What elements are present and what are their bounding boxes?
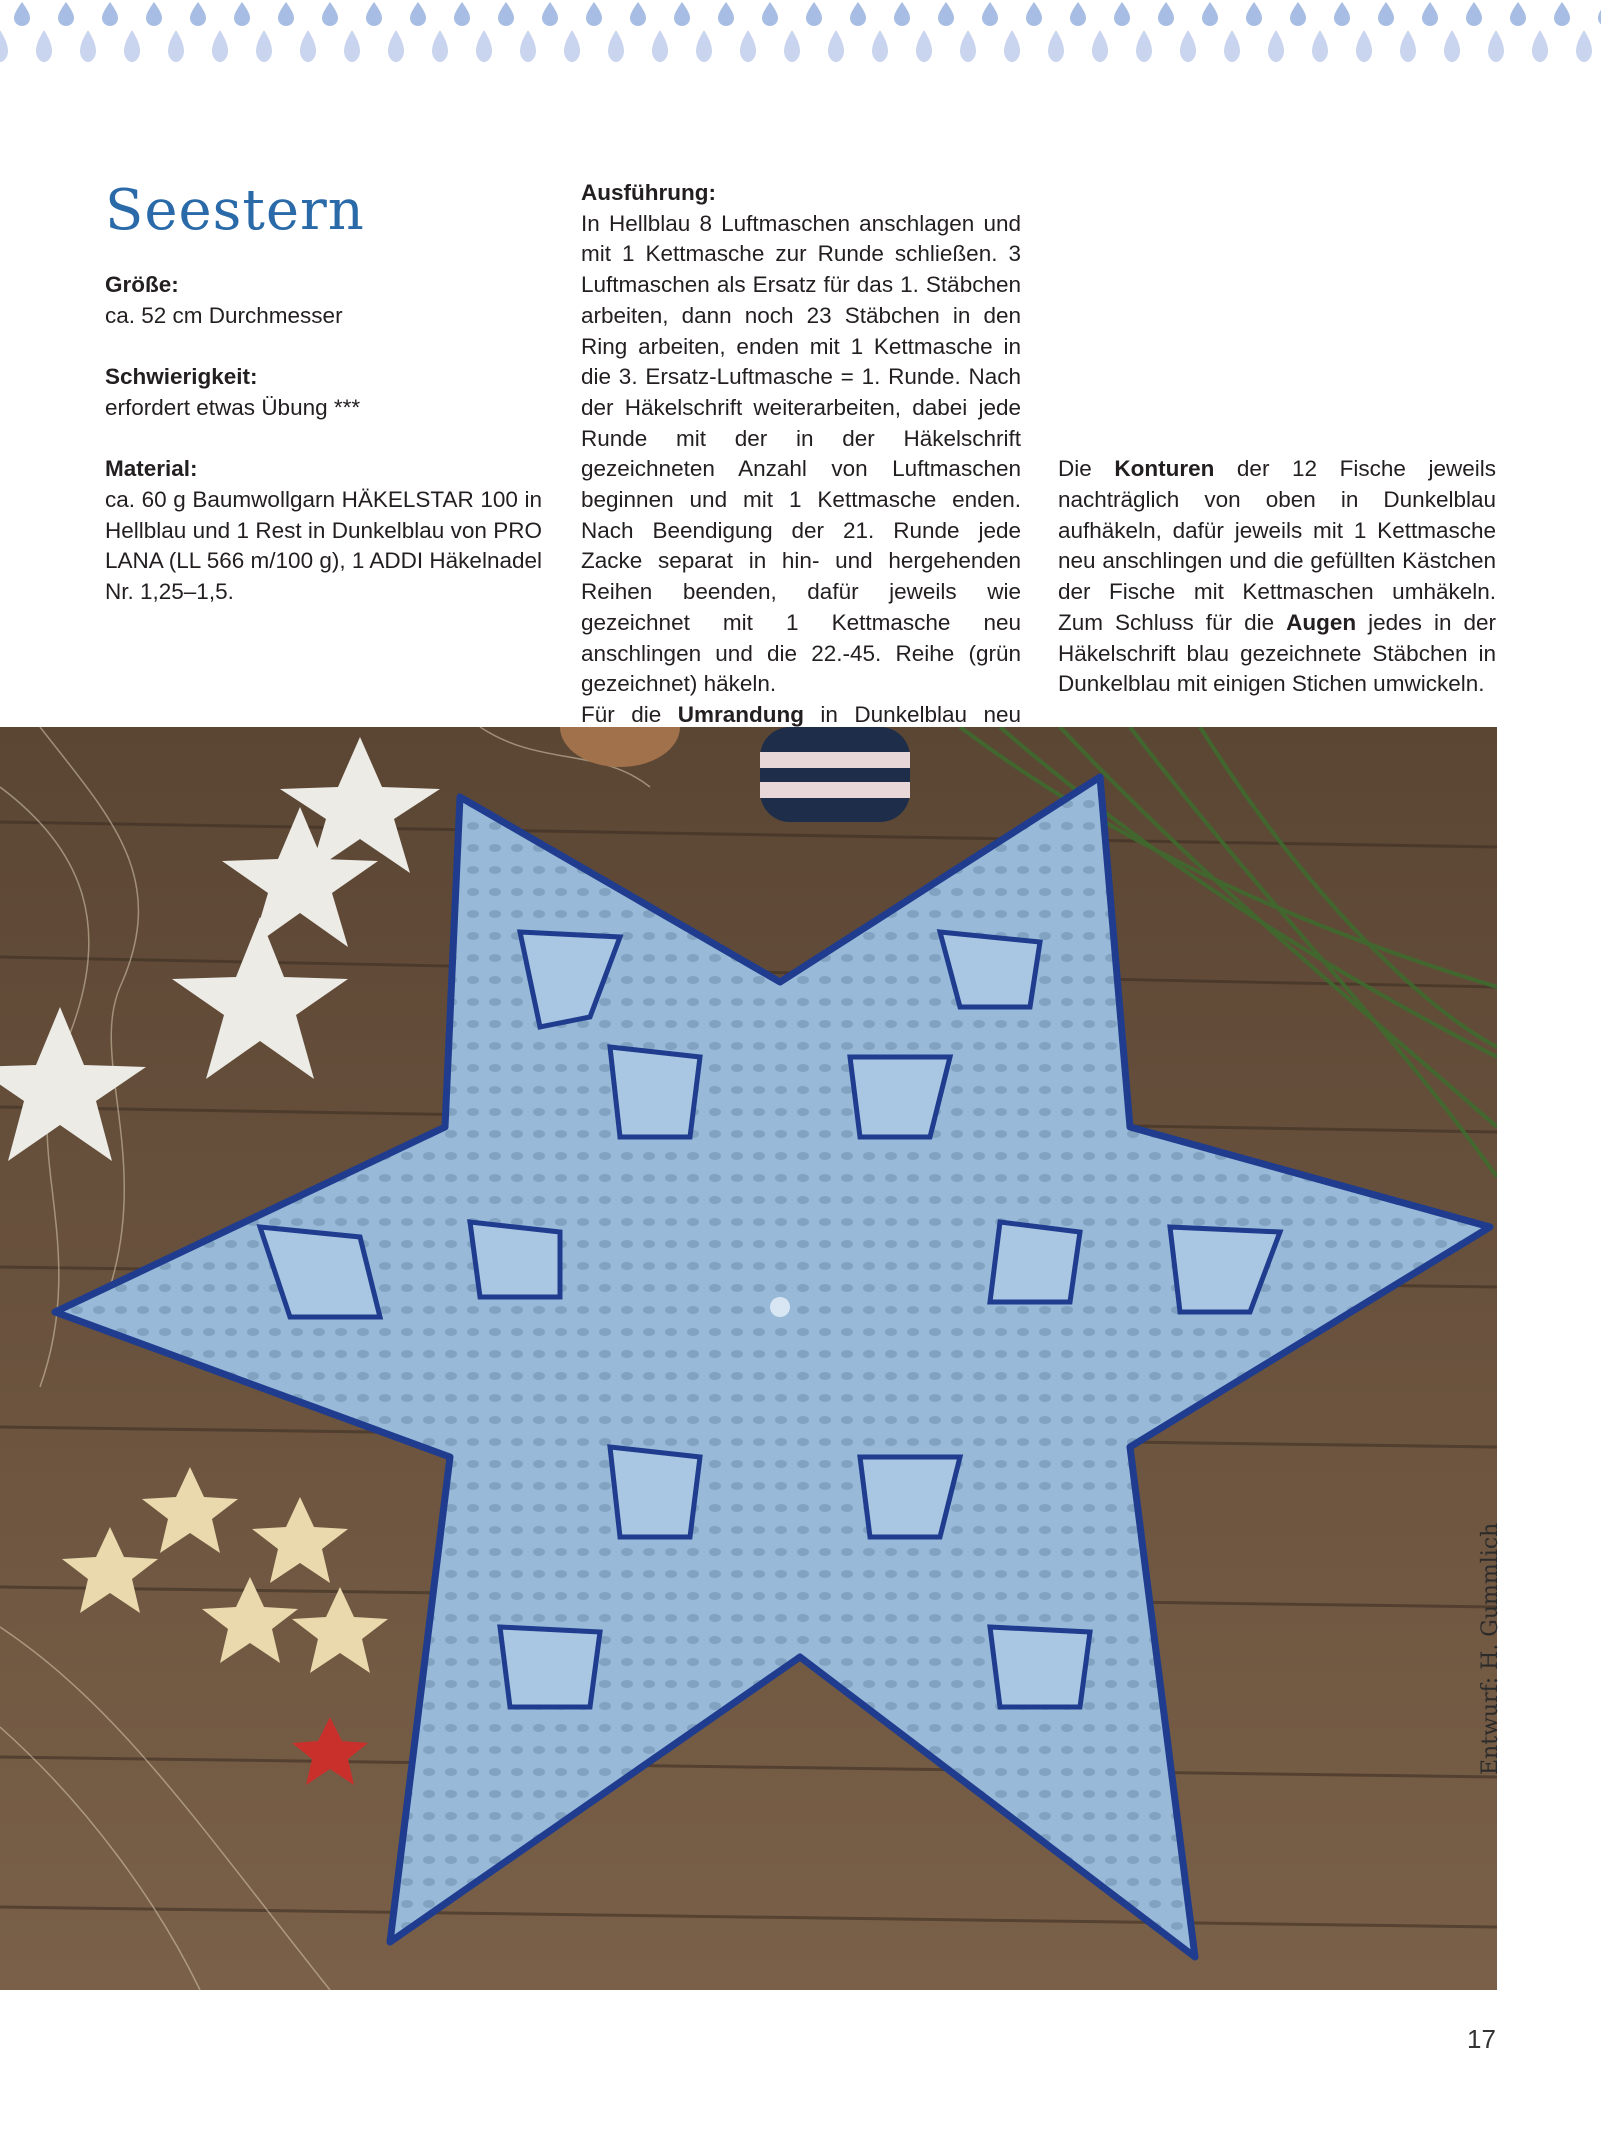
instructions-heading: Ausführung: [581,180,716,205]
page-number: 17 [1467,2024,1496,2054]
lighthouse-figurine [760,727,910,822]
photo-credit: Entwurf: H. Gummlich [1478,1522,1503,1775]
instructions-paragraph-2: Für die Umrandung in Dunkelblau neu [581,701,1021,727]
size-value: ca. 52 cm Durchmesser [105,302,343,328]
instructions-paragraph-1: In Hellblau 8 Luftmaschen anschlagen und mit 1 Kettmasche zur Runde schließen. 3 Luftmaschen als Ersatz für das 1. Stäbchen arbeiten, dann noch 23 Stäbchen in den Ring arbeiten, enden mit 1 Kettmasche in die 3. Ersatz-Luftmasche = 1. Runde. Nach der Häkelschrift weiterarbeiten, dabei jede Runde mit der in der Häkelschrift gezeichneten Anzahl von Luftmaschen beginnen und mit 1 Kettmasche enden. Nach Beendigung der 21. Runde jede Zacke separat in hin- und hergehenden Reihen beenden, dafür jeweils wie gezeichnet mit 1 Kettmasche neu anschlingen und die 22.-45. Reihe (grün gezeichnet) häkeln. [581,210,1021,697]
material-value: ca. 60 g Baumwollgarn HÄKELSTAR 100 in Hellblau und 1 Rest in Dunkelblau von PRO LANA (LL 566 m/100 g), 1 ADDI Häkelnadel Nr. 1,25–1,5. [105,486,542,604]
page-title: Seestern [105,178,365,243]
starfish-doily-photo [0,727,1497,1990]
size-label: Größe: [105,272,179,297]
material-label: Material: [105,456,198,482]
difficulty-value: erfordert etwas Übung *** [105,394,361,420]
difficulty-label: Schwierigkeit: [105,364,258,390]
info-column [105,270,542,608]
instructions-paragraph-3: Die Konturen der 12 Fische jeweils nachträglich von oben in Dunkelblau aufhäkeln, dafür jeweils mit 1 Kettmasche neu anschlingen und die gefüllten Kästchen der Fische mit Kettmaschen umhäkeln. Zum Schluss für die Augen jedes in der Häkelschrift blau gezeichnete Stäbchen in Dunkelblau mit einigen Stichen umwickeln. [1058,456,1496,697]
decorative-top-border [0,0,1601,90]
doily-center [770,1297,790,1317]
